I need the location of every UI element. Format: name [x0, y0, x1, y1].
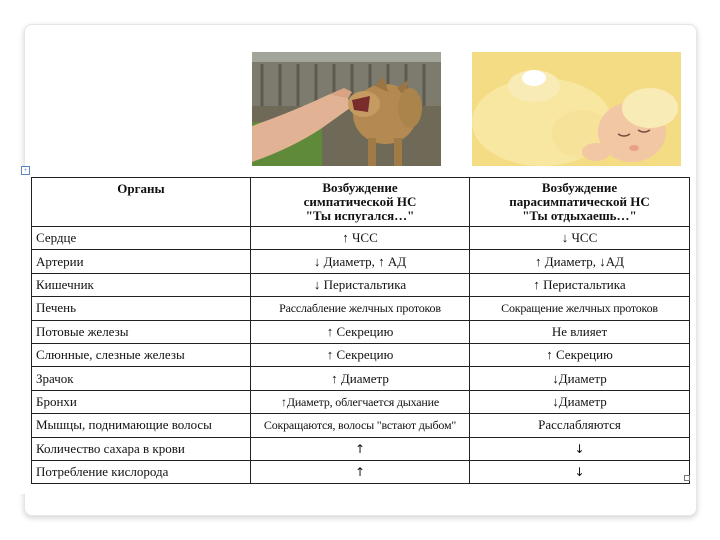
sympathetic-cell: ↑ Секрецию: [251, 320, 470, 343]
organ-cell: Артерии: [32, 250, 251, 273]
sympathetic-cell: ↑ Диаметр: [251, 367, 470, 390]
parasympathetic-cell: Сокращение желчных протоков: [470, 297, 690, 320]
parasympathetic-cell: ↓Диаметр: [470, 390, 690, 413]
table-row: [32, 367, 690, 390]
organ-cell: Печень: [32, 297, 251, 320]
sympathetic-cell: ↑: [251, 460, 470, 483]
sympathetic-cell: ↓ Перистальтика: [251, 273, 470, 296]
sympathetic-cell: Расслабление желчных протоков: [251, 297, 470, 320]
header-sym-line-3: "Ты испугался…": [305, 208, 415, 223]
sympathetic-cell: ↑ ЧСС: [251, 227, 470, 250]
parasympathetic-cell: ↓ ЧСС: [470, 227, 690, 250]
table-row: [32, 273, 690, 296]
organ-cell: Кишечник: [32, 273, 251, 296]
header-para-line-1: Возбуждение: [541, 180, 618, 195]
organ-cell: Потовые железы: [32, 320, 251, 343]
sympathetic-cell: ↓ Диаметр, ↑ АД: [251, 250, 470, 273]
header-sym-line-2: симпатической НС: [303, 194, 417, 209]
organ-cell: Слюнные, слезные железы: [32, 343, 251, 366]
parasympathetic-cell: Расслабляются: [470, 414, 690, 437]
header-parasympathetic: [470, 178, 690, 227]
header-sympathetic: [251, 178, 470, 227]
organ-cell: Потребление кислорода: [32, 460, 251, 483]
parasympathetic-cell: ↑ Секрецию: [470, 343, 690, 366]
parasympathetic-cell: ↓Диаметр: [470, 367, 690, 390]
organ-cell: Бронхи: [32, 390, 251, 413]
sympathetic-cell: Сокращаются, волосы "встают дыбом": [251, 414, 470, 437]
table-row: [32, 227, 690, 250]
table-row: [32, 320, 690, 343]
parasympathetic-cell: ↓: [470, 460, 690, 483]
table-row: [32, 390, 690, 413]
table-row: [32, 437, 690, 460]
organ-cell: Сердце: [32, 227, 251, 250]
header-sym-line-1: Возбуждение: [322, 180, 398, 195]
organs-table: [31, 177, 690, 484]
parasympathetic-cell: ↓: [470, 437, 690, 460]
organ-cell: Количество сахара в крови: [32, 437, 251, 460]
table-row: [32, 414, 690, 437]
dog-photo: [252, 52, 441, 166]
parasympathetic-cell: ↑ Диаметр, ↓АД: [470, 250, 690, 273]
header-para-line-2: парасимпатической НС: [509, 194, 650, 209]
sympathetic-cell: ↑Диаметр, облегчается дыхание: [251, 390, 470, 413]
table-row: [32, 297, 690, 320]
table-move-handle[interactable]: +: [21, 166, 30, 175]
sympathetic-cell: ↑: [251, 437, 470, 460]
table-header-row: [32, 178, 690, 227]
table-row: [32, 250, 690, 273]
baby-photo: [472, 52, 681, 166]
sympathetic-cell: ↑ Секрецию: [251, 343, 470, 366]
parasympathetic-cell: ↑ Перистальтика: [470, 273, 690, 296]
organ-cell: Мышцы, поднимающие волосы: [32, 414, 251, 437]
header-organs-text: Органы: [117, 181, 165, 196]
organ-cell: Зрачок: [32, 367, 251, 390]
header-organs: [32, 178, 251, 227]
header-para-line-3: "Ты отдыхаешь…": [522, 208, 637, 223]
parasympathetic-cell: Не влияет: [470, 320, 690, 343]
table-row: [32, 343, 690, 366]
table-row: [32, 460, 690, 483]
table-resize-handle[interactable]: [684, 475, 690, 481]
